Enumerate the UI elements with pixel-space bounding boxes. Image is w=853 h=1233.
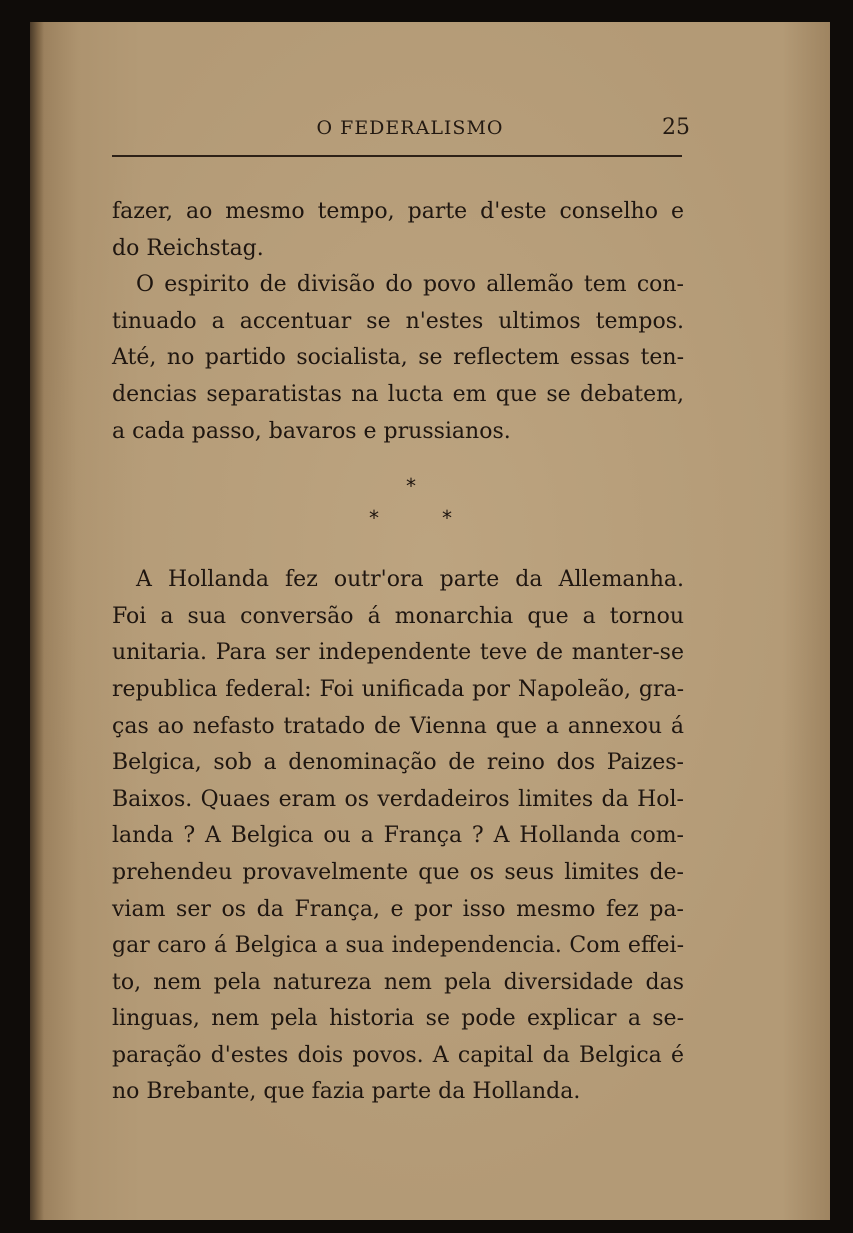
text-line: no Brebante, que fazia parte da Hollanda.: [112, 1079, 581, 1105]
text-line: republica federal: Foi unificada por Napoleão, gra-: [112, 676, 684, 702]
text-line: ças ao nefasto tratado de Vienna que a annexou á: [112, 713, 684, 739]
text-line: gar caro á Belgica a sua independencia. Com effei-: [112, 933, 684, 959]
text-line: landa ? A Belgica ou a França ? A Hollanda com-: [112, 823, 684, 849]
text-line: linguas, nem pela historia se pode explicar a se-: [112, 1006, 684, 1032]
text-line: unitaria. Para ser independente teve de manter-se: [112, 640, 684, 666]
running-head: O FEDERALISMO: [316, 117, 504, 139]
header-rule: [112, 155, 682, 157]
text-line: a cada passo, bavaros e prussianos.: [112, 418, 511, 444]
page-gutter-shadow: [30, 22, 44, 1220]
asterisk-top: *: [406, 474, 416, 499]
asterisk-bottom-right: *: [442, 506, 452, 531]
text-line: Belgica, sob a denominação de reino dos Paizes-: [112, 750, 684, 776]
text-line: tinuado a accentuar se n'estes ultimos tempos.: [112, 308, 684, 334]
text-line: Baixos. Quaes eram os verdadeiros limites da Hol-: [112, 786, 684, 812]
text-line: Até, no partido socialista, se reflectem essas ten-: [112, 345, 684, 371]
text-line: dencias separatistas na lucta em que se debatem,: [112, 381, 684, 407]
page-header: [30, 110, 830, 150]
text-line: do Reichstag.: [112, 235, 264, 261]
text-line: viam ser os da França, e por isso mesmo fez pa-: [112, 896, 684, 922]
asterisk-bottom-left: *: [369, 506, 379, 531]
text-line: Foi a sua conversão á monarchia que a tornou: [112, 603, 684, 629]
text-line: prehendeu provavelmente que os seus limites de-: [112, 859, 684, 885]
text-line: paração d'estes dois povos. A capital da Belgica é: [112, 1042, 684, 1068]
book-page: [30, 22, 830, 1220]
page-number: 25: [662, 115, 690, 140]
text-line: O espirito de divisão do povo allemão tem con-: [136, 272, 684, 298]
text-line: A Hollanda fez outr'ora parte da Allemanha.: [136, 567, 684, 593]
text-line: to, nem pela natureza nem pela diversidade das: [112, 969, 684, 995]
asterism-divider: [112, 450, 684, 562]
body-text: [112, 194, 684, 1111]
text-line: fazer, ao mesmo tempo, parte d'este conselho e: [112, 199, 684, 224]
